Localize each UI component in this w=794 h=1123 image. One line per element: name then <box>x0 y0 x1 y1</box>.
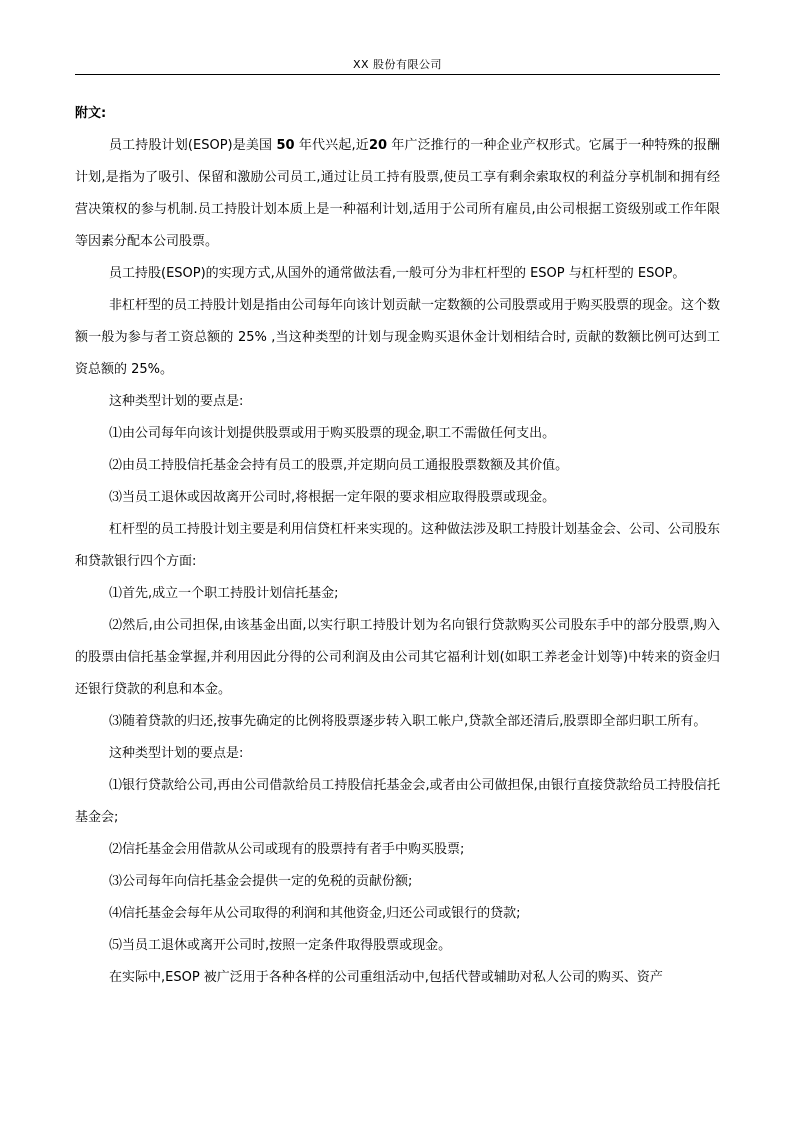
list-item: ⑸当员工退休或离开公司时,按照一定条件取得股票或现金。 <box>109 938 452 953</box>
paragraph-key-points-2: 这种类型计划的要点是: <box>109 746 244 761</box>
paragraph-text: 员工持股计划(ESOP)是美国 <box>109 138 277 153</box>
list-item: ⑶公司每年向信托基金会提供一定的免税的贡献份额; <box>109 874 413 889</box>
page-header <box>75 56 720 75</box>
list-item: ⑵然后,由公司担保,由该基金出面,以实行职工持股计划为名向银行贷款购买公司股东手中的部分股票,购入的股票由信托基金掌握,并利用因此分得的公司利润及由公司其它福利计划(如职工养老金计划等)中转来的资金归还银行贷款的利息和本金。 <box>75 618 720 697</box>
paragraph-esop-definition <box>75 130 720 258</box>
paragraph-text: 年代兴起,近 <box>294 138 369 153</box>
list-item: ⑷信托基金会每年从公司取得的利润和其他资金,归还公司或银行的贷款; <box>109 906 521 921</box>
paragraph-text-bold: 50 <box>276 138 295 153</box>
paragraph-leveraged: 杠杆型的员工持股计划主要是利用信贷杠杆来实现的。这种做法涉及职工持股计划基金会、公司、公司股东和贷款银行四个方面: <box>75 522 721 569</box>
paragraph-implementation: 员工持股(ESOP)的实现方式,从国外的通常做法看,一般可分为非杠杆型的 ESOP 与杠杆型的 ESOP。 <box>109 266 686 281</box>
list-item: ⑶当员工退休或因故离开公司时,将根据一定年限的要求相应取得股票或现金。 <box>109 490 556 505</box>
list-item: ⑵信托基金会用借款从公司或现有的股票持有者手中购买股票; <box>109 842 465 857</box>
appendix-heading: 附文: <box>75 106 107 121</box>
list-item: ⑴由公司每年向该计划提供股票或用于购买股票的现金,职工不需做任何支出。 <box>109 426 556 441</box>
paragraph-text: 年广泛推行的一种企业产权形式。它属于一种特殊的报酬计划,是指为了吸引、保留和激励公司员工,通过让员工持有股票,使员工享有剩余索取权的利益分享机制和拥有经营决策权的参与机制.员工持股计划本质上是一种福利计划,适用于公司所有雇员,由公司根据工资级别或工作年限等因素分配本公司股票。 <box>75 138 720 249</box>
document-body <box>75 98 720 994</box>
paragraph-key-points-1: 这种类型计划的要点是: <box>109 394 244 409</box>
paragraph-in-practice: 在实际中,ESOP 被广泛用于各种各样的公司重组活动中,包括代替或辅助对私人公司的购买、资产 <box>109 970 663 985</box>
paragraph-non-leveraged: 非杠杆型的员工持股计划是指由公司每年向该计划贡献一定数额的公司股票或用于购买股票的现金。这个数额一般为参与者工资总额的 25% ,当这种类型的计划与现金购买退休金计划相结合时, 贡献的数额比例可达到工资总额的 25%。 <box>75 298 721 377</box>
list-item: ⑶随着贷款的归还,按事先确定的比例将股票逐步转入职工帐户,贷款全部还清后,股票即全部归职工所有。 <box>109 714 707 729</box>
company-name: XX 股份有限公司 <box>352 58 443 71</box>
list-item: ⑵由员工持股信托基金会持有员工的股票,并定期向员工通报股票数额及其价值。 <box>109 458 569 473</box>
paragraph-text-bold: 20 <box>368 138 388 153</box>
list-item: ⑴银行贷款给公司,再由公司借款给员工持股信托基金会,或者由公司做担保,由银行直接贷款给员工持股信托基金会; <box>75 778 720 825</box>
list-item: ⑴首先,成立一个职工持股计划信托基金; <box>109 586 339 601</box>
